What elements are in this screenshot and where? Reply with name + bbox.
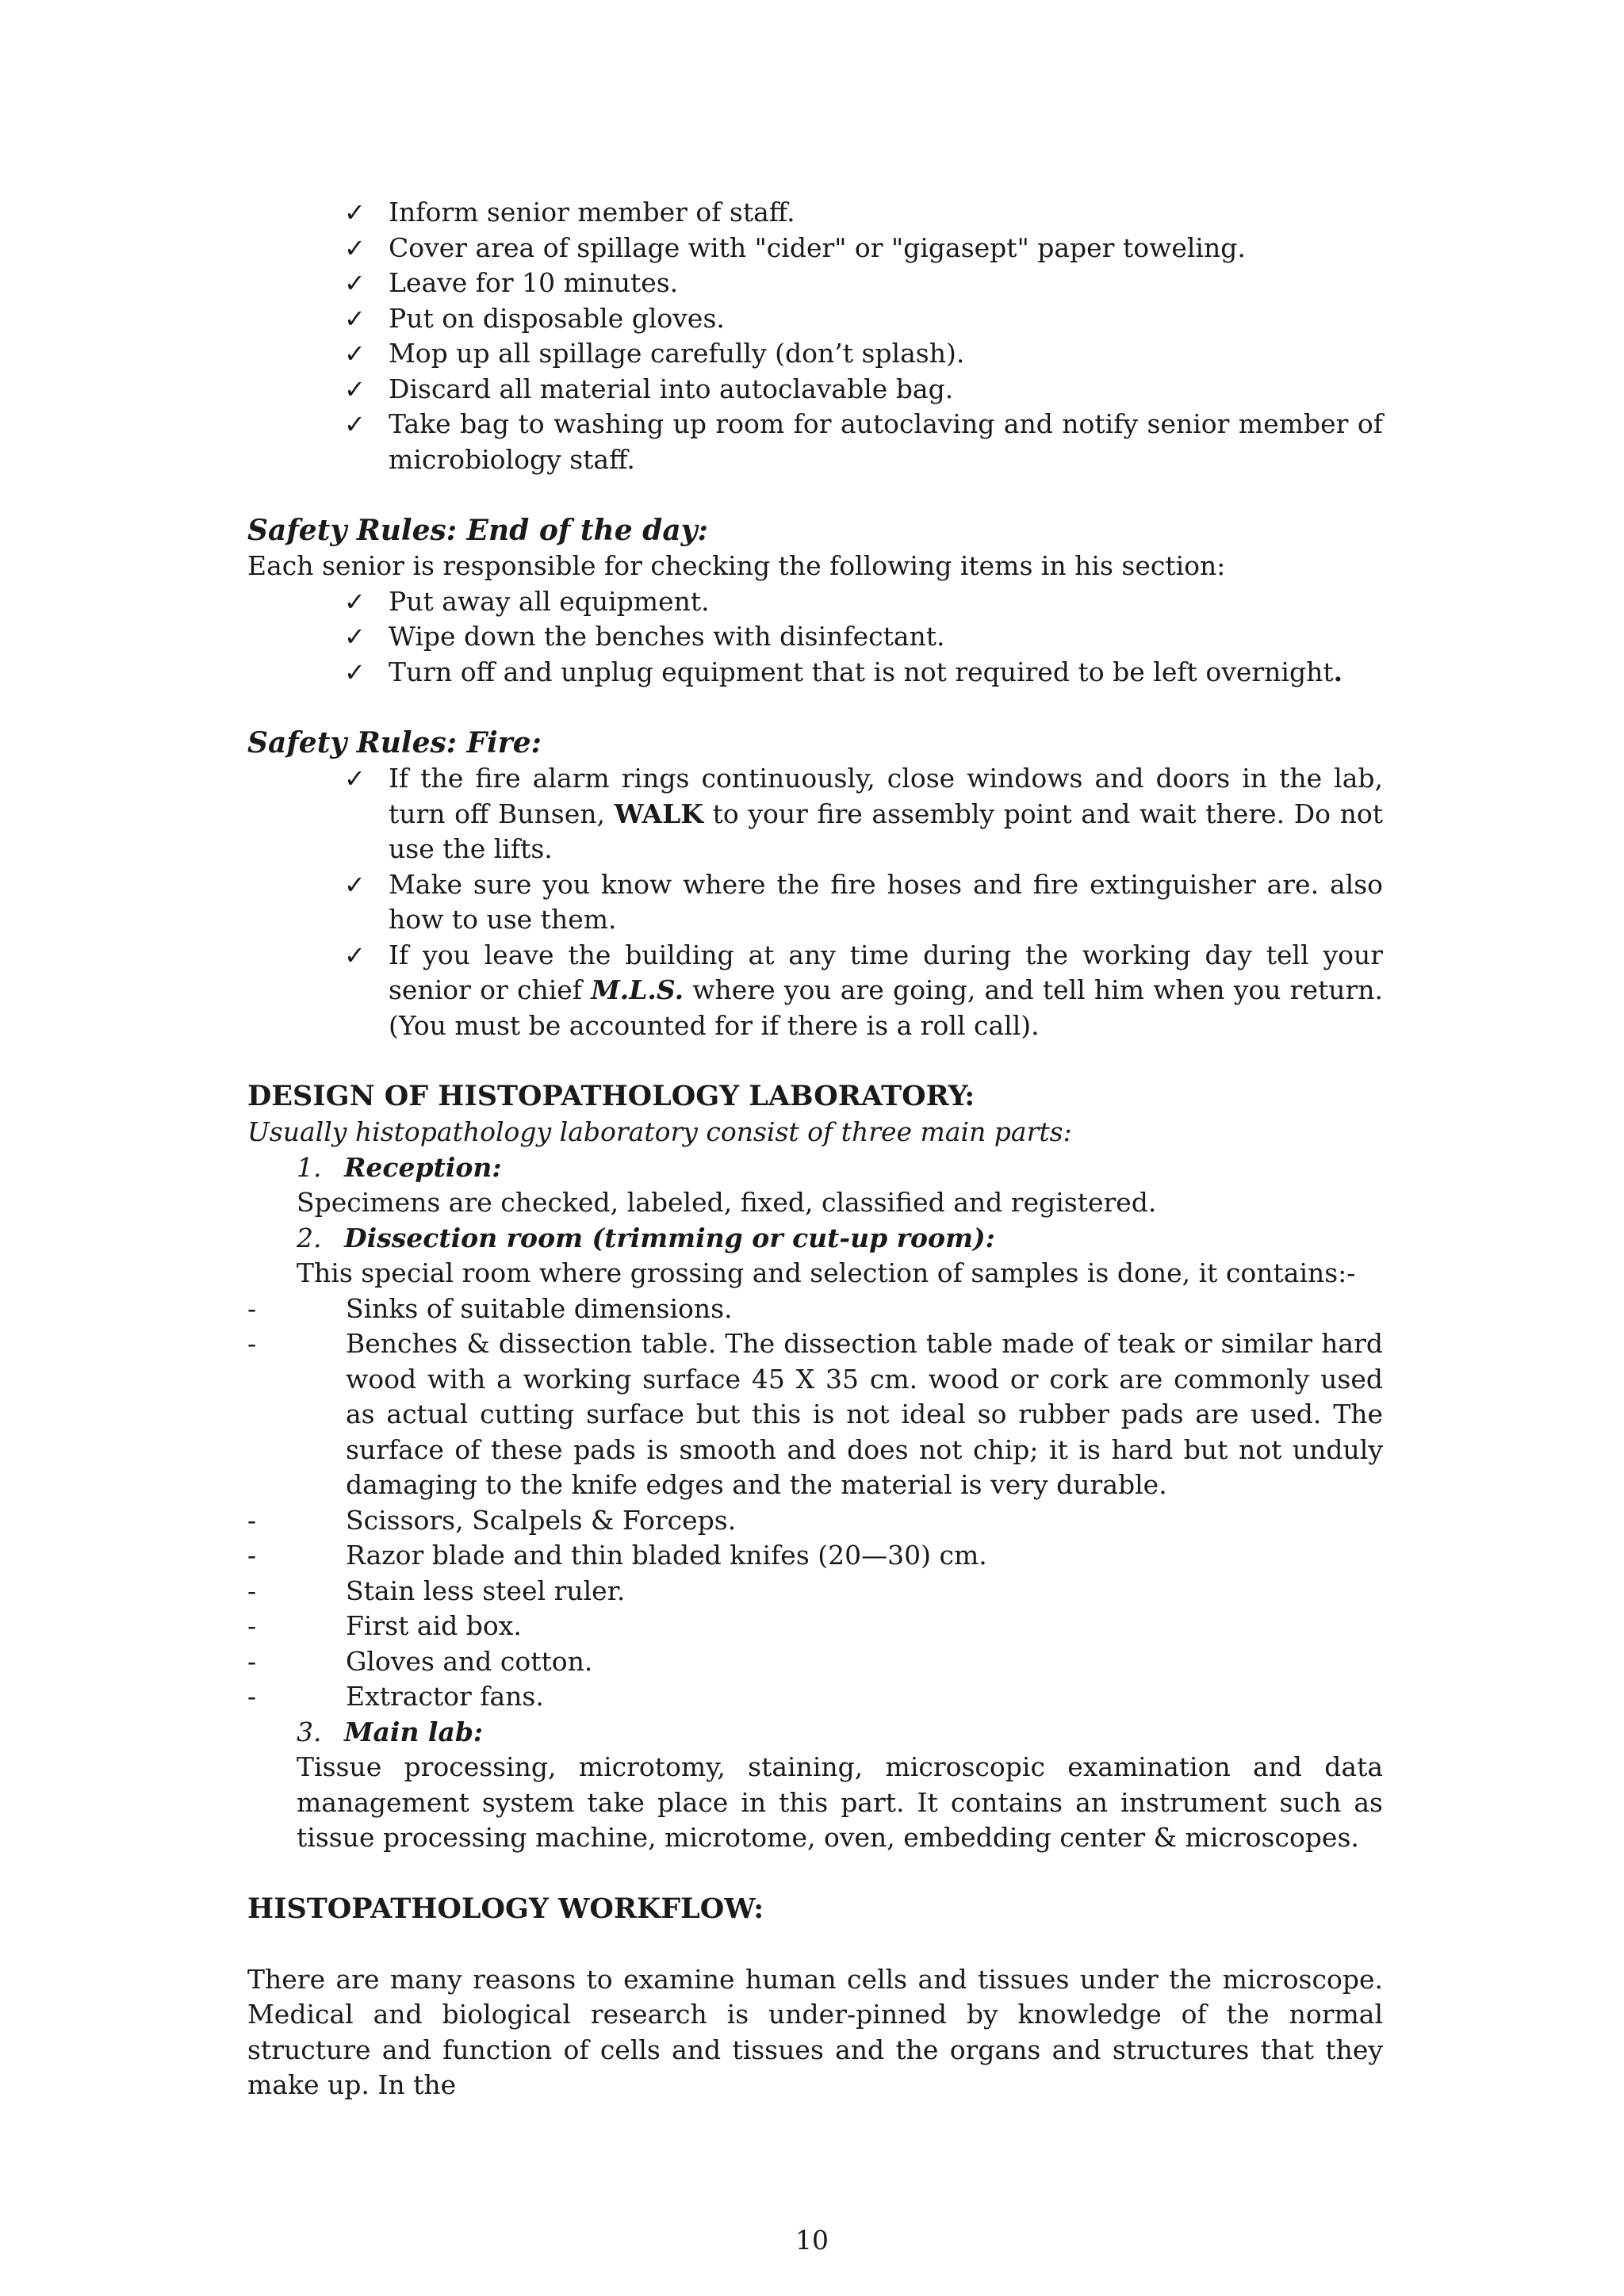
list-item: ✓ Wipe down the benches with disinfectant. xyxy=(344,619,1383,655)
list-item: ✓ Put on disposable gloves. xyxy=(344,301,1383,337)
list-item: ✓ Discard all material into autoclavable bag. xyxy=(344,372,1383,408)
end-of-day-checklist xyxy=(247,584,1383,691)
list-item: - Benches & dissection table. The dissection table made of teak or similar hard wood with a working surface 45 X 35 cm. wood or cork are commonly used as actual cutting surface but this is not ideal so rubber pads are used. The surface of these pads is smooth and does not chip; it is hard but not unduly damaging to the knife edges and the material is very durable. xyxy=(247,1328,1383,1500)
list-item: - Stain less steel ruler. xyxy=(247,1575,626,1606)
list-item: ✓ Make sure you know where the fire hoses and fire extinguisher are. also how to use them. xyxy=(344,868,1383,935)
workflow-paragraph: There are many reasons to examine human cells and tissues under the microscope. Medical and biological research is under-pinned by knowledge of the normal structure and function of cells and tissues and the organs and structures that they make up. In the xyxy=(247,1963,1383,2100)
list-item: ✓ Take bag to washing up room for autoclaving and notify senior member of microbiology staff. xyxy=(344,408,1383,475)
design-intro: Usually histopathology laboratory consist of three main parts: xyxy=(247,1116,1072,1147)
check-mark-icon: ✓ xyxy=(344,197,366,228)
reception-text: Specimens are checked, labeled, fixed, classified and registered. xyxy=(297,1187,1157,1218)
list-item: - Sinks of suitable dimensions. xyxy=(247,1292,733,1324)
dissection-room-text: This special room where grossing and selection of samples is done, it contains:- xyxy=(297,1257,1356,1288)
part-dissection-room: 2. Dissection room (trimming or cut-up room): xyxy=(297,1222,995,1253)
dissection-contents-list xyxy=(247,1292,1383,1715)
check-mark-icon: ✓ xyxy=(344,409,366,439)
check-mark-icon: ✓ xyxy=(344,339,366,369)
check-mark-icon: ✓ xyxy=(344,622,366,652)
part-main-lab: 3. Main lab: xyxy=(297,1716,484,1747)
check-mark-icon: ✓ xyxy=(344,586,366,617)
list-item: - First aid box. xyxy=(247,1610,522,1641)
list-item: - Extractor fans. xyxy=(247,1681,544,1712)
list-item: - Razor blade and thin bladed knifes (20—30) cm. xyxy=(247,1540,987,1571)
list-item: - Gloves and cotton. xyxy=(247,1645,593,1677)
check-mark-icon: ✓ xyxy=(344,763,366,794)
end-of-day-intro: Each senior is responsible for checking the following items in his section: xyxy=(247,550,1226,581)
workflow-heading: HISTOPATHOLOGY WORKFLOW: xyxy=(247,1892,764,1925)
design-heading: DESIGN OF HISTOPATHOLOGY LABORATORY: xyxy=(247,1080,975,1112)
check-mark-icon: ✓ xyxy=(344,656,366,687)
check-mark-icon: ✓ xyxy=(344,869,366,900)
list-item: ✓ Inform senior member of staff. xyxy=(344,195,1383,231)
part-reception: 1. Reception: xyxy=(297,1151,502,1183)
list-item: ✓ Turn off and unplug equipment that is not required to be left overnight. xyxy=(344,655,1383,691)
check-mark-icon: ✓ xyxy=(344,303,366,334)
list-item: ✓ If the fire alarm rings continuously, close windows and doors in the lab, turn off Bunsen, WALK to your fire assembly point and wait there. Do not use the lifts. xyxy=(344,763,1383,864)
list-item: ✓ Mop up all spillage carefully (don’t splash). xyxy=(344,336,1383,372)
spacer xyxy=(247,1856,1383,1891)
spacer xyxy=(247,477,1383,512)
spillage-checklist xyxy=(247,195,1383,477)
list-item: ✓ If you leave the building at any time during the working day tell your senior or chief M.L.S. where you are going, and tell him when you return. (You must be accounted for if there is a roll call). xyxy=(344,939,1384,1041)
list-item: - Scissors, Scalpels & Forceps. xyxy=(247,1504,737,1536)
list-item: ✓ Cover area of spillage with "cider" or "gigasept" paper toweling. xyxy=(344,231,1383,266)
main-lab-text: Tissue processing, microtomy, staining, microscopic examination and data management system take place in this part. It contains an instrument such as tissue processing machine, microtome, oven, embedding center & microscopes. xyxy=(297,1751,1383,1853)
page-content xyxy=(247,195,1383,2103)
spacer xyxy=(247,1927,1383,1962)
spacer xyxy=(247,1043,1383,1078)
fire-title: Safety Rules: Fire: xyxy=(247,726,542,760)
spacer xyxy=(247,690,1383,725)
check-mark-icon: ✓ xyxy=(344,268,366,298)
end-of-day-title: Safety Rules: End of the day: xyxy=(247,514,708,547)
list-item: ✓ Put away all equipment. xyxy=(344,584,1383,620)
list-item: ✓ Leave for 10 minutes. xyxy=(344,266,1383,301)
check-mark-icon: ✓ xyxy=(344,232,366,263)
page-number: 10 xyxy=(795,2225,829,2256)
fire-checklist xyxy=(247,761,1383,1043)
check-mark-icon: ✓ xyxy=(344,373,366,404)
check-mark-icon: ✓ xyxy=(344,939,366,970)
